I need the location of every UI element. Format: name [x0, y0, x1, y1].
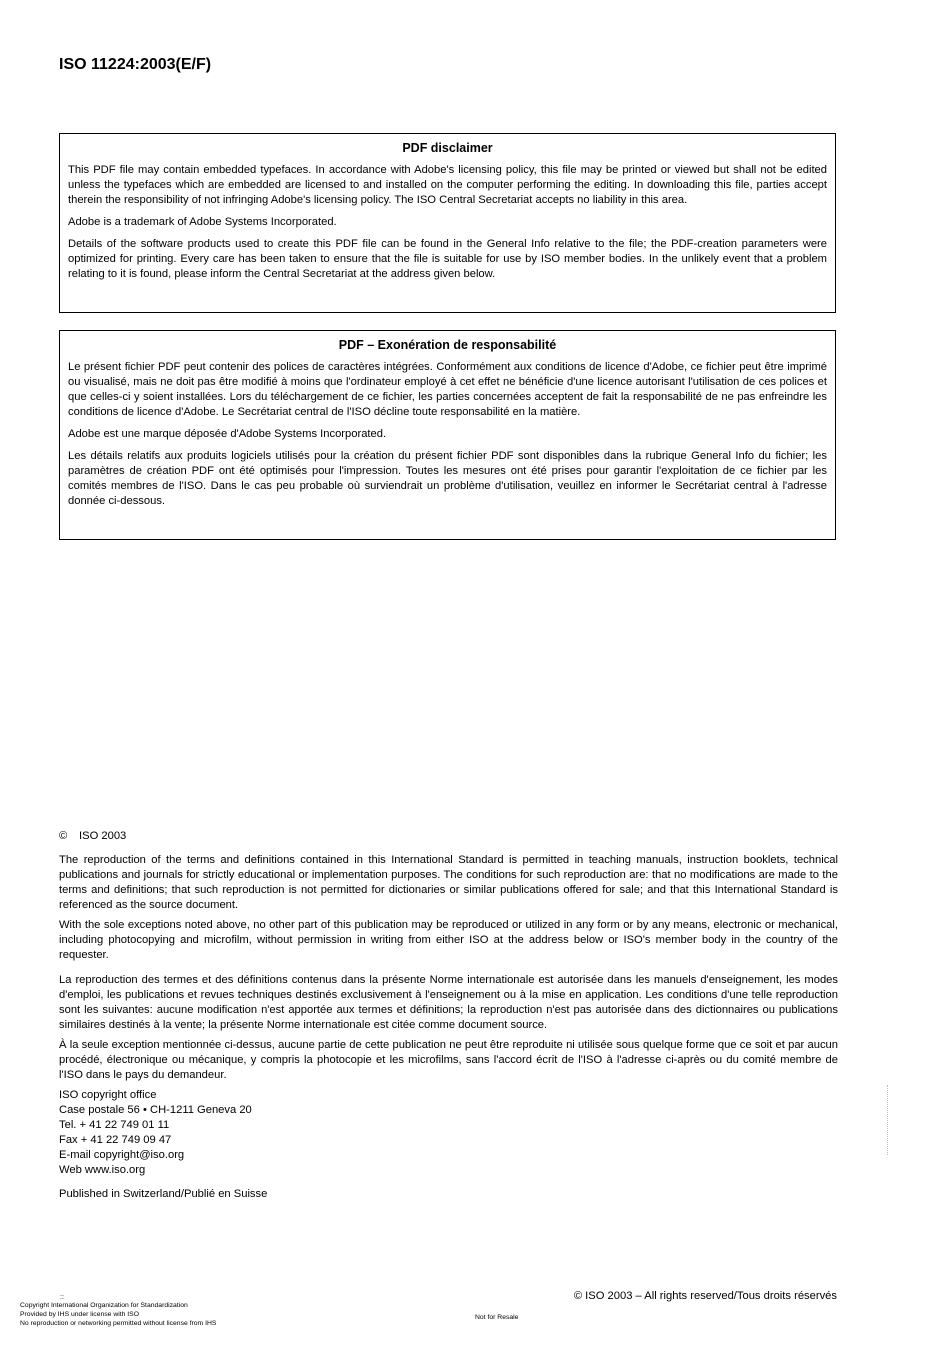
copyright-line: [59, 829, 838, 844]
disclaimer-fr-heading: PDF – Exonération de responsabilité: [338, 338, 557, 352]
disclaimer-fr-paragraph: Le présent fichier PDF peut contenir des polices de caractères intégrées. Conformément aux conditions de licence d'Adobe, ce fichier peut être imprimé ou visualisé, mais ne doit pas être modifié à moins que l'ordinateur employé à cet effet ne bénéficie d'une licence autorisant l'utilisation de ces polices et que celles-ci y soient installées. Lors du téléchargement de ce fichier, les parties concernées acceptent de fait la responsabilité de ne pas enfreindre les conditions de licence d'Adobe. Le Secrétariat central de l'ISO décline toute responsabilité en la matière.: [68, 361, 827, 418]
copyright-paragraph: With the sole exceptions noted above, no other part of this publication may be reproduced or utilized in any form or by any means, electronic or mechanical, including photocopying and microfilm, without permission in writing from either ISO at the address below or ISO's member body in the country of the requester.: [59, 919, 838, 961]
pdf-disclaimer-fr-box: [59, 330, 836, 540]
footer-license-notice: [20, 1295, 216, 1328]
footer-license-line: Copyright International Organization for Standardization: [20, 1302, 188, 1309]
document-id: ISO 11224:2003(E/F): [59, 56, 212, 73]
address-line: Web www.iso.org: [59, 1164, 146, 1176]
side-margin-mark: [887, 1085, 894, 1155]
footer-license-line: No reproduction or networking permitted without license from IHS: [20, 1320, 217, 1327]
copyright-year: ISO 2003: [79, 830, 127, 842]
copyright-office-address: [59, 1088, 838, 1178]
copyright-symbol: ©: [59, 830, 68, 842]
address-line: ISO copyright office: [59, 1089, 157, 1101]
address-line: Fax + 41 22 749 09 47: [59, 1134, 172, 1146]
disclaimer-paragraph: Details of the software products used to create this PDF file can be found in the General Info relative to the file; the PDF-creation parameters were optimized for printing. Every care has been taken to ensure that the file is suitable for use by ISO member bodies. In the unlikely event that a problem relating to it is found, please inform the Central Secretariat at the address given below.: [68, 238, 827, 280]
copyright-block: [59, 829, 838, 1207]
footer-dots: ::: [60, 1294, 64, 1301]
published-line: Published in Switzerland/Publié en Suisse: [59, 1188, 268, 1200]
disclaimer-fr-paragraph: Adobe est une marque déposée d'Adobe Systems Incorporated.: [68, 428, 387, 440]
address-line: E-mail copyright@iso.org: [59, 1149, 185, 1161]
pdf-disclaimer-box: [59, 133, 836, 313]
not-for-resale: Not for Resale: [475, 1314, 519, 1321]
disclaimer-paragraph: This PDF file may contain embedded typefaces. In accordance with Adobe's licensing policy, this file may be printed or viewed but shall not be edited unless the typefaces which are embedded are licensed to and installed on the computer performing the editing. In downloading this file, parties accept therein the responsibility of not infringing Adobe's licensing policy. The ISO Central Secretariat accepts no liability in this area.: [68, 164, 827, 206]
footer-license-line: Provided by IHS under license with ISO: [20, 1311, 140, 1318]
disclaimer-heading: PDF disclaimer: [402, 141, 493, 155]
copyright-paragraph-fr: La reproduction des termes et des définitions contenus dans la présente Norme internationale est autorisée dans les manuels d'enseignement, les modes d'emploi, les publications et revues techniques destinés exclusivement à l'enseignement ou à la mise en application. Les conditions d'une telle reproduction sont les suivantes: aucune modification n'est apportée aux termes et définitions; la reproduction n'est pas autorisée dans des dictionnaires ou publications similaires destinés à la vente; la présente Norme internationale est citée comme document source.: [59, 974, 838, 1031]
copyright-paragraph: The reproduction of the terms and definitions contained in this International Standard is permitted in teaching manuals, instruction booklets, technical publications and journals for strictly educational or implementation purposes. The conditions for such reproduction are: that no modifications are made to the terms and definitions; that such reproduction is not permitted for dictionaries or similar publications offered for sale; and that this International Standard is referenced as the source document.: [59, 854, 838, 911]
footer-rights: © ISO 2003 – All rights reserved/Tous droits réservés: [573, 1290, 837, 1302]
disclaimer-paragraph: Adobe is a trademark of Adobe Systems Incorporated.: [68, 216, 337, 228]
address-line: Case postale 56 • CH-1211 Geneva 20: [59, 1104, 252, 1116]
address-line: Tel. + 41 22 749 01 11: [59, 1119, 170, 1131]
copyright-paragraph-fr: À la seule exception mentionnée ci-dessus, aucune partie de cette publication ne peut être reproduite ni utilisée sous quelque forme que ce soit et par aucun procédé, électronique ou mécanique, y compris la photocopie et les microfilms, sans l'accord écrit de l'ISO à l'adresse ci-après ou du comité membre de l'ISO dans le pays du demandeur.: [59, 1039, 838, 1081]
disclaimer-fr-paragraph: Les détails relatifs aux produits logiciels utilisés pour la création du présent fichier PDF sont disponibles dans la rubrique General Info du fichier; les paramètres de création PDF ont été optimisés pour l'impression. Toutes les mesures ont été prises pour garantir l'exploitation de ce fichier par les comités membres de l'ISO. Dans le cas peu probable où surviendrait un problème d'utilisation, veuillez en informer le Secrétariat central à l'adresse donnée ci-dessous.: [68, 450, 827, 507]
